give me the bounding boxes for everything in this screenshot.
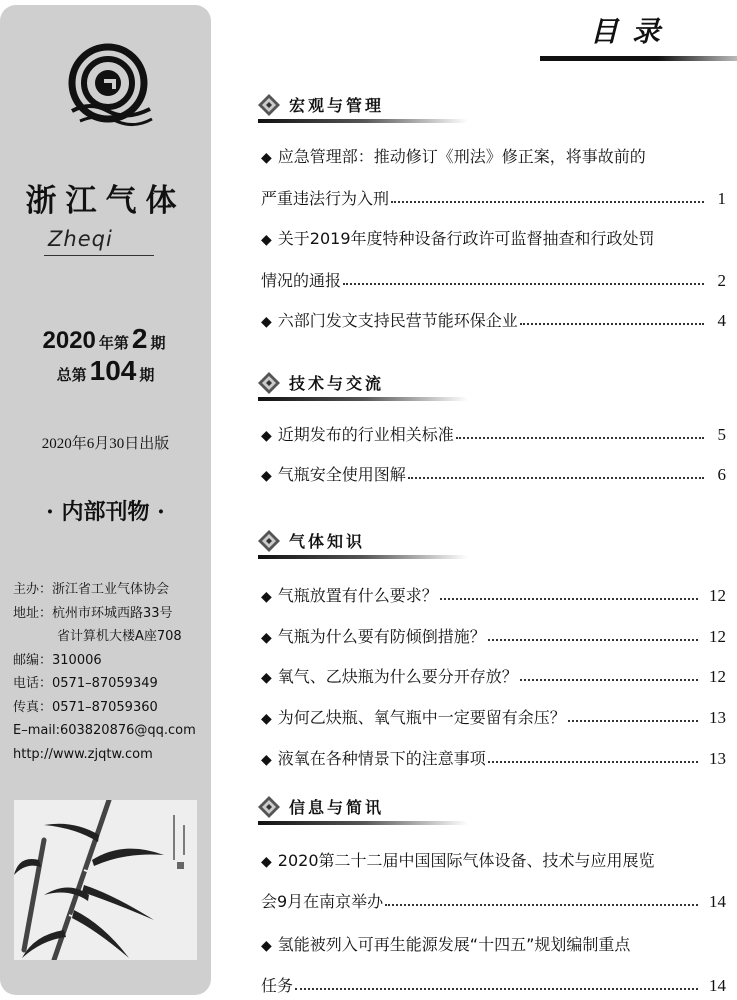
toc-entry[interactable] xyxy=(261,308,726,330)
bullet-diamond-icon: ◆ xyxy=(261,630,272,646)
page-number: 12 xyxy=(709,627,726,646)
bullet-diamond-icon: ◆ xyxy=(261,711,272,727)
leader-dots xyxy=(488,638,698,641)
toc-entry[interactable] xyxy=(261,705,726,727)
subtitle-underline xyxy=(44,255,154,256)
page-number: 14 xyxy=(709,892,726,911)
toc-entry[interactable] xyxy=(261,144,726,208)
leader-dots xyxy=(343,282,704,285)
total-prefix: 总第 xyxy=(56,366,87,384)
leader-dots xyxy=(440,597,698,600)
entry-text-line2: 会9月在南京举办 xyxy=(261,892,384,911)
toc-title: 目录 xyxy=(590,15,675,48)
leader-dots xyxy=(408,476,704,479)
publish-date: 2020年6月30日出版 xyxy=(41,436,170,452)
magazine-title: 浙江气体 xyxy=(25,183,186,219)
bullet-diamond-icon: ◆ xyxy=(261,428,272,444)
section-title: 宏观与管理 xyxy=(289,96,385,115)
toc-entry[interactable] xyxy=(261,664,726,686)
bullet-diamond-icon: ◆ xyxy=(261,938,272,954)
page-number: 5 xyxy=(717,425,726,444)
leader-dots xyxy=(391,200,704,203)
issue-num-suffix: 期 xyxy=(150,334,166,352)
sponsor: 主办：浙江省工业气体协会 xyxy=(13,582,170,597)
diamond-pattern-icon xyxy=(258,530,280,552)
leader-dots xyxy=(520,322,704,325)
diamond-pattern-icon xyxy=(258,372,280,394)
bullet-diamond-icon: ◆ xyxy=(261,150,272,166)
entry-text-line2: 情况的通报 xyxy=(261,271,342,290)
diamond-pattern-icon xyxy=(258,94,280,116)
internal-label: · 内部刊物 · xyxy=(46,499,165,525)
leader-dots xyxy=(295,987,698,990)
toc-entry[interactable] xyxy=(261,624,726,646)
cover-sidebar xyxy=(0,5,211,995)
entry-text: 气瓶放置有什么要求？ xyxy=(277,586,438,605)
entry-text-line1: 氢能被列入可再生能源发展“十四五”规划编制重点 xyxy=(277,935,631,954)
toc-entry[interactable] xyxy=(261,583,726,605)
entry-text-line1: 2020第二十二届中国国际气体设备、技术与应用展览 xyxy=(277,851,655,870)
entry-text: 六部门发文支持民营节能环保企业 xyxy=(277,311,518,330)
toc-entry[interactable] xyxy=(261,462,726,484)
diamond-pattern-icon xyxy=(258,796,280,818)
toc-entry[interactable] xyxy=(261,932,726,995)
leader-dots xyxy=(456,436,704,439)
entry-text: 液氧在各种情景下的注意事项 xyxy=(277,749,486,768)
entry-text: 气瓶安全使用图解 xyxy=(277,465,406,484)
leader-dots xyxy=(520,678,698,681)
page-number: 1 xyxy=(717,189,726,208)
bullet-diamond-icon: ◆ xyxy=(261,232,272,248)
email: E–mail:603820876@qq.com xyxy=(13,723,196,738)
page-number: 12 xyxy=(709,586,726,605)
bullet-diamond-icon: ◆ xyxy=(261,752,272,768)
bullet-diamond-icon: ◆ xyxy=(261,468,272,484)
bullet-diamond-icon: ◆ xyxy=(261,854,272,870)
bullet-diamond-icon: ◆ xyxy=(261,314,272,330)
total-suffix: 期 xyxy=(139,366,155,384)
section-title: 气体知识 xyxy=(289,532,366,551)
issue-year-suffix: 年第 xyxy=(98,334,129,352)
page-number: 12 xyxy=(709,667,726,686)
entry-text-line1: 关于2019年度特种设备行政许可监督抽查和行政处罚 xyxy=(277,229,655,248)
issue-year: 2020 xyxy=(42,327,96,354)
entry-text: 气瓶为什么要有防倾倒措施？ xyxy=(277,627,486,646)
page-number: 6 xyxy=(717,465,726,484)
bamboo-painting xyxy=(14,800,197,960)
issue-num: 2 xyxy=(131,323,148,354)
issue-total xyxy=(0,355,211,387)
page-number: 13 xyxy=(709,708,726,727)
leader-dots xyxy=(488,760,698,763)
phone: 电话：0571–87059349 xyxy=(13,676,158,691)
address-line2: 省计算机大楼A座708 xyxy=(57,629,182,644)
entry-text: 为何乙炔瓶、氧气瓶中一定要留有余压？ xyxy=(277,708,566,727)
entry-text-line2: 严重违法行为入刑 xyxy=(261,189,390,208)
contact-info xyxy=(13,578,196,766)
address-line1: 地址：杭州市环城西路33号 xyxy=(13,605,173,621)
issue-number xyxy=(0,323,211,355)
entry-text: 近期发布的行业相关标准 xyxy=(277,425,454,444)
postcode: 邮编：310006 xyxy=(13,652,102,668)
section-title: 技术与交流 xyxy=(289,374,385,393)
toc-entry[interactable] xyxy=(261,848,726,911)
bullet-diamond-icon: ◆ xyxy=(261,670,272,686)
magazine-logo xyxy=(60,43,156,129)
bullet-diamond-icon: ◆ xyxy=(261,589,272,605)
leader-dots xyxy=(385,903,698,906)
toc-title-bar xyxy=(540,56,737,61)
leader-dots xyxy=(568,719,698,722)
page-number: 4 xyxy=(717,311,726,330)
page-number: 2 xyxy=(717,271,726,290)
total-num: 104 xyxy=(89,355,137,386)
section-underline xyxy=(258,821,468,825)
entry-text-line2: 任务 xyxy=(261,976,294,995)
toc-entry[interactable] xyxy=(261,226,726,290)
entry-text: 氧气、乙炔瓶为什么要分开存放？ xyxy=(277,667,518,686)
fax: 传真：0571–87059360 xyxy=(13,699,158,715)
section-title: 信息与简讯 xyxy=(289,798,385,817)
page-number: 13 xyxy=(709,749,726,768)
toc-entry[interactable] xyxy=(261,422,726,444)
section-underline xyxy=(258,119,468,123)
section-underline xyxy=(258,555,468,559)
section-underline xyxy=(258,397,468,401)
website: http://www.zjqtw.com xyxy=(13,746,153,762)
entry-text-line1: 应急管理部：推动修订《刑法》修正案，将事故前的 xyxy=(277,147,646,166)
page-number: 14 xyxy=(709,976,726,995)
toc-entry[interactable] xyxy=(261,746,726,768)
magazine-subtitle: Zheqi xyxy=(48,227,113,251)
